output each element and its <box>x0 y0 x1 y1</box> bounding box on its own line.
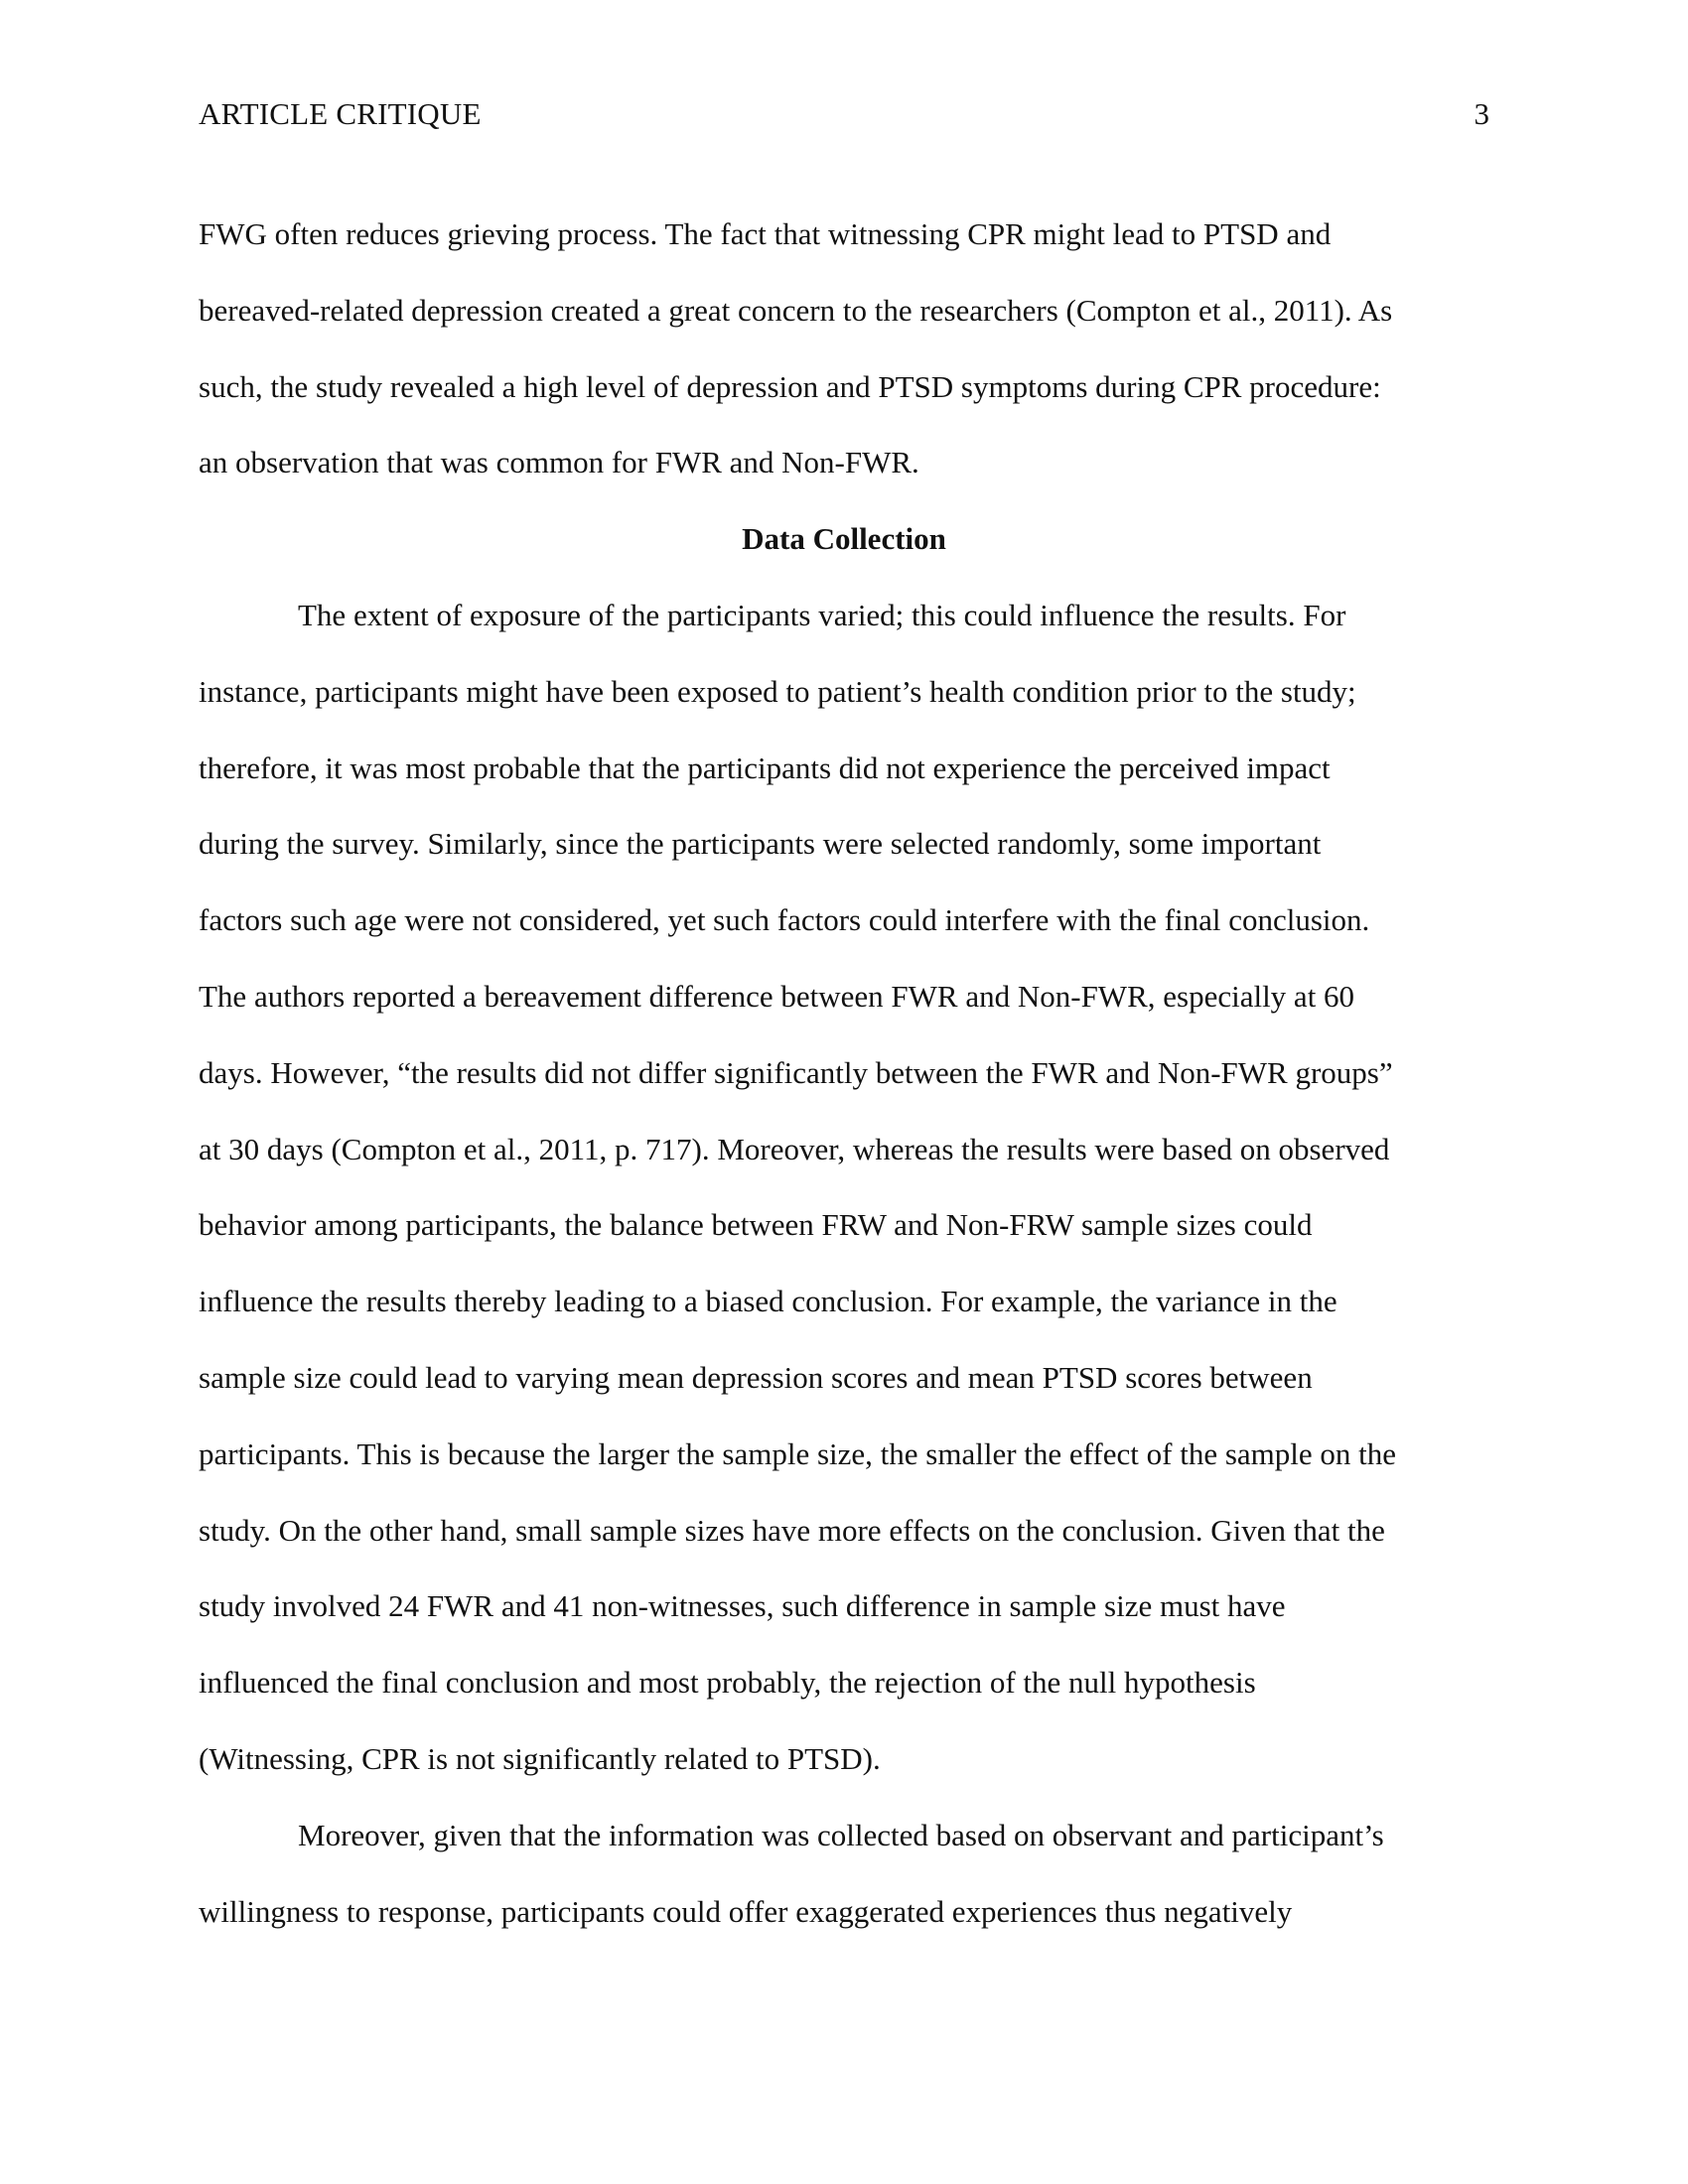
running-head: ARTICLE CRITIQUE <box>199 96 482 131</box>
text-line: Moreover, given that the information was collected based on observant and participant’s <box>298 1817 1384 1852</box>
intro-paragraph <box>199 197 1489 501</box>
text-line: factors such age were not considered, yet such factors could interfere with the final conclusion. <box>199 902 1370 938</box>
text-line: during the survey. Similarly, since the participants were selected randomly, some important <box>199 826 1322 862</box>
text-line: (Witnessing, CPR is not significantly related to PTSD). <box>199 1740 881 1776</box>
text-line: participants. This is because the larger the sample size, the smaller the effect of the sample on the <box>199 1435 1397 1471</box>
paragraph-1 <box>199 578 1489 1798</box>
text-line: therefore, it was most probable that the participants did not experience the perceived impact <box>199 750 1331 785</box>
page-number: 3 <box>1474 96 1489 131</box>
text-line: The extent of exposure of the participants varied; this could influence the results. For <box>298 597 1346 632</box>
text-line: study involved 24 FWR and 41 non-witnesses, such difference in sample size must have <box>199 1588 1286 1624</box>
text-line: at 30 days (Compton et al., 2011, p. 717). Moreover, whereas the results were based on observed <box>199 1131 1390 1166</box>
text-line: influence the results thereby leading to a biased conclusion. For example, the variance in the <box>199 1284 1337 1319</box>
text-line: days. However, “the results did not differ significantly between the FWR and Non-FWR groups” <box>199 1054 1393 1090</box>
text-line: bereaved-related depression created a great concern to the researchers (Compton et al., 2011). As <box>199 292 1393 328</box>
section-heading: Data Collection <box>742 521 946 557</box>
text-line: willingness to response, participants could offer exaggerated experiences thus negatively <box>199 1893 1293 1929</box>
text-line: behavior among participants, the balance between FRW and Non-FRW sample sizes could <box>199 1207 1313 1243</box>
text-line: an observation that was common for FWR and Non-FWR. <box>199 445 919 480</box>
text-line: such, the study revealed a high level of depression and PTSD symptoms during CPR procedure: <box>199 368 1381 404</box>
body-text <box>199 197 1489 1950</box>
text-line: influenced the final conclusion and most probably, the rejection of the null hypothesis <box>199 1665 1256 1701</box>
text-line: study. On the other hand, small sample sizes have more effects on the conclusion. Given that the <box>199 1512 1385 1548</box>
text-line: sample size could lead to varying mean depression scores and mean PTSD scores between <box>199 1359 1313 1395</box>
text-line: The authors reported a bereavement difference between FWR and Non-FWR, especially at 60 <box>199 978 1355 1014</box>
text-line: instance, participants might have been exposed to patient’s health condition prior to the study; <box>199 673 1356 709</box>
paragraph-2 <box>199 1798 1489 1951</box>
text-line: FWG often reduces grieving process. The fact that witnessing CPR might lead to PTSD and <box>199 216 1332 251</box>
